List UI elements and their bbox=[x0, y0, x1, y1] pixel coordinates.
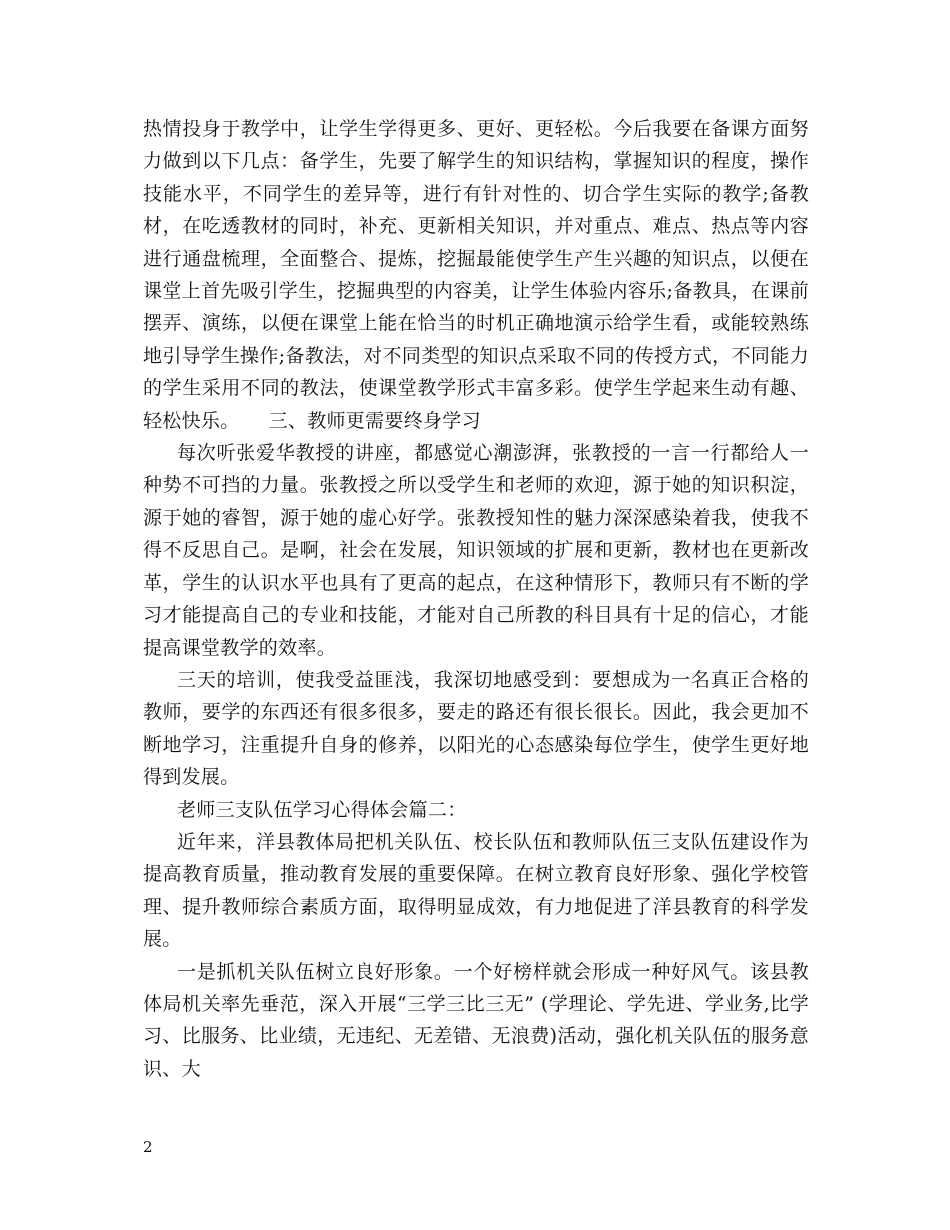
page-number: 2 bbox=[143, 1138, 153, 1156]
paragraph-3: 三天的培训，使我受益匪浅，我深切地感受到：要想成为一名真正合格的教师，要学的东西还有很多很多，要走的路还有很长很长。因此，我会更加不断地学习，注重提升自身的修养，以阳光的心态感染每位学生，使学生更好地得到发展。 bbox=[143, 668, 809, 789]
paragraph-5: 一是抓机关队伍树立良好形象。一个好榜样就会形成一种好风气。该县教体局机关率先垂范，深入开展“三学三比三无” (学理论、学先进、学业务,比学习、比服务、比业绩，无违纪、无差错、无浪费)活动，强化机关队伍的服务意识、大 bbox=[143, 960, 809, 1080]
paragraph-4: 近年来，洋县教体局把机关队伍、校长队伍和教师队伍三支队伍建设作为提高教育质量，推动教育发展的重要保障。在树立教育良好形象、强化学校管理、提升教师综合素质方面，取得明显成效，有力地促进了洋县教育的科学发展。 bbox=[143, 830, 809, 951]
paragraph-2: 每次听张爱华教授的讲座，都感觉心潮澎湃，张教授的一言一行都给人一种势不可挡的力量。张教授之所以受学生和老师的欢迎，源于她的知识积淀，源于她的睿智，源于她的虚心好学。张教授知性的魅力深深感染着我，使我不得不反思自己。是啊，社会在发展，知识领域的扩展和更新，教材也在更新改革，学生的认识水平也具有了更高的起点，在这种情形下，教师只有不断的学习才能提高自己的专业和技能，才能对自己所教的科目具有十足的信心，才能提高课堂教学的效率。 bbox=[143, 442, 809, 659]
section-heading: 老师三支队伍学习心得体会篇二： bbox=[177, 798, 467, 821]
document-body bbox=[143, 113, 809, 1085]
paragraph-1: 热情投身于教学中，让学生学得更多、更好、更轻松。今后我要在备课方面努力做到以下几点：备学生，先要了解学生的知识结构，掌握知识的程度，操作技能水平，不同学生的差异等，进行有针对性的、切合学生实际的教学;备教材，在吃透教材的同时，补充、更新相关知识，并对重点、难点、热点等内容进行通盘梳理，全面整合、提炼，挖掘最能使学生产生兴趣的知识点，以便在课堂上首先吸引学生，挖掘典型的内容美，让学生体验内容乐;备教具，在课前摆弄、演练，以便在课堂上能在恰当的时机正确地演示给学生看，或能较熟练地引导学生操作;备教法，对不同类型的知识点采取不同的传授方式，不同能力的学生采用不同的教法，使课堂教学形式丰富多彩。使学生学起来生动有趣、轻松快乐。 三、教师更需要终身学习 bbox=[143, 118, 809, 432]
